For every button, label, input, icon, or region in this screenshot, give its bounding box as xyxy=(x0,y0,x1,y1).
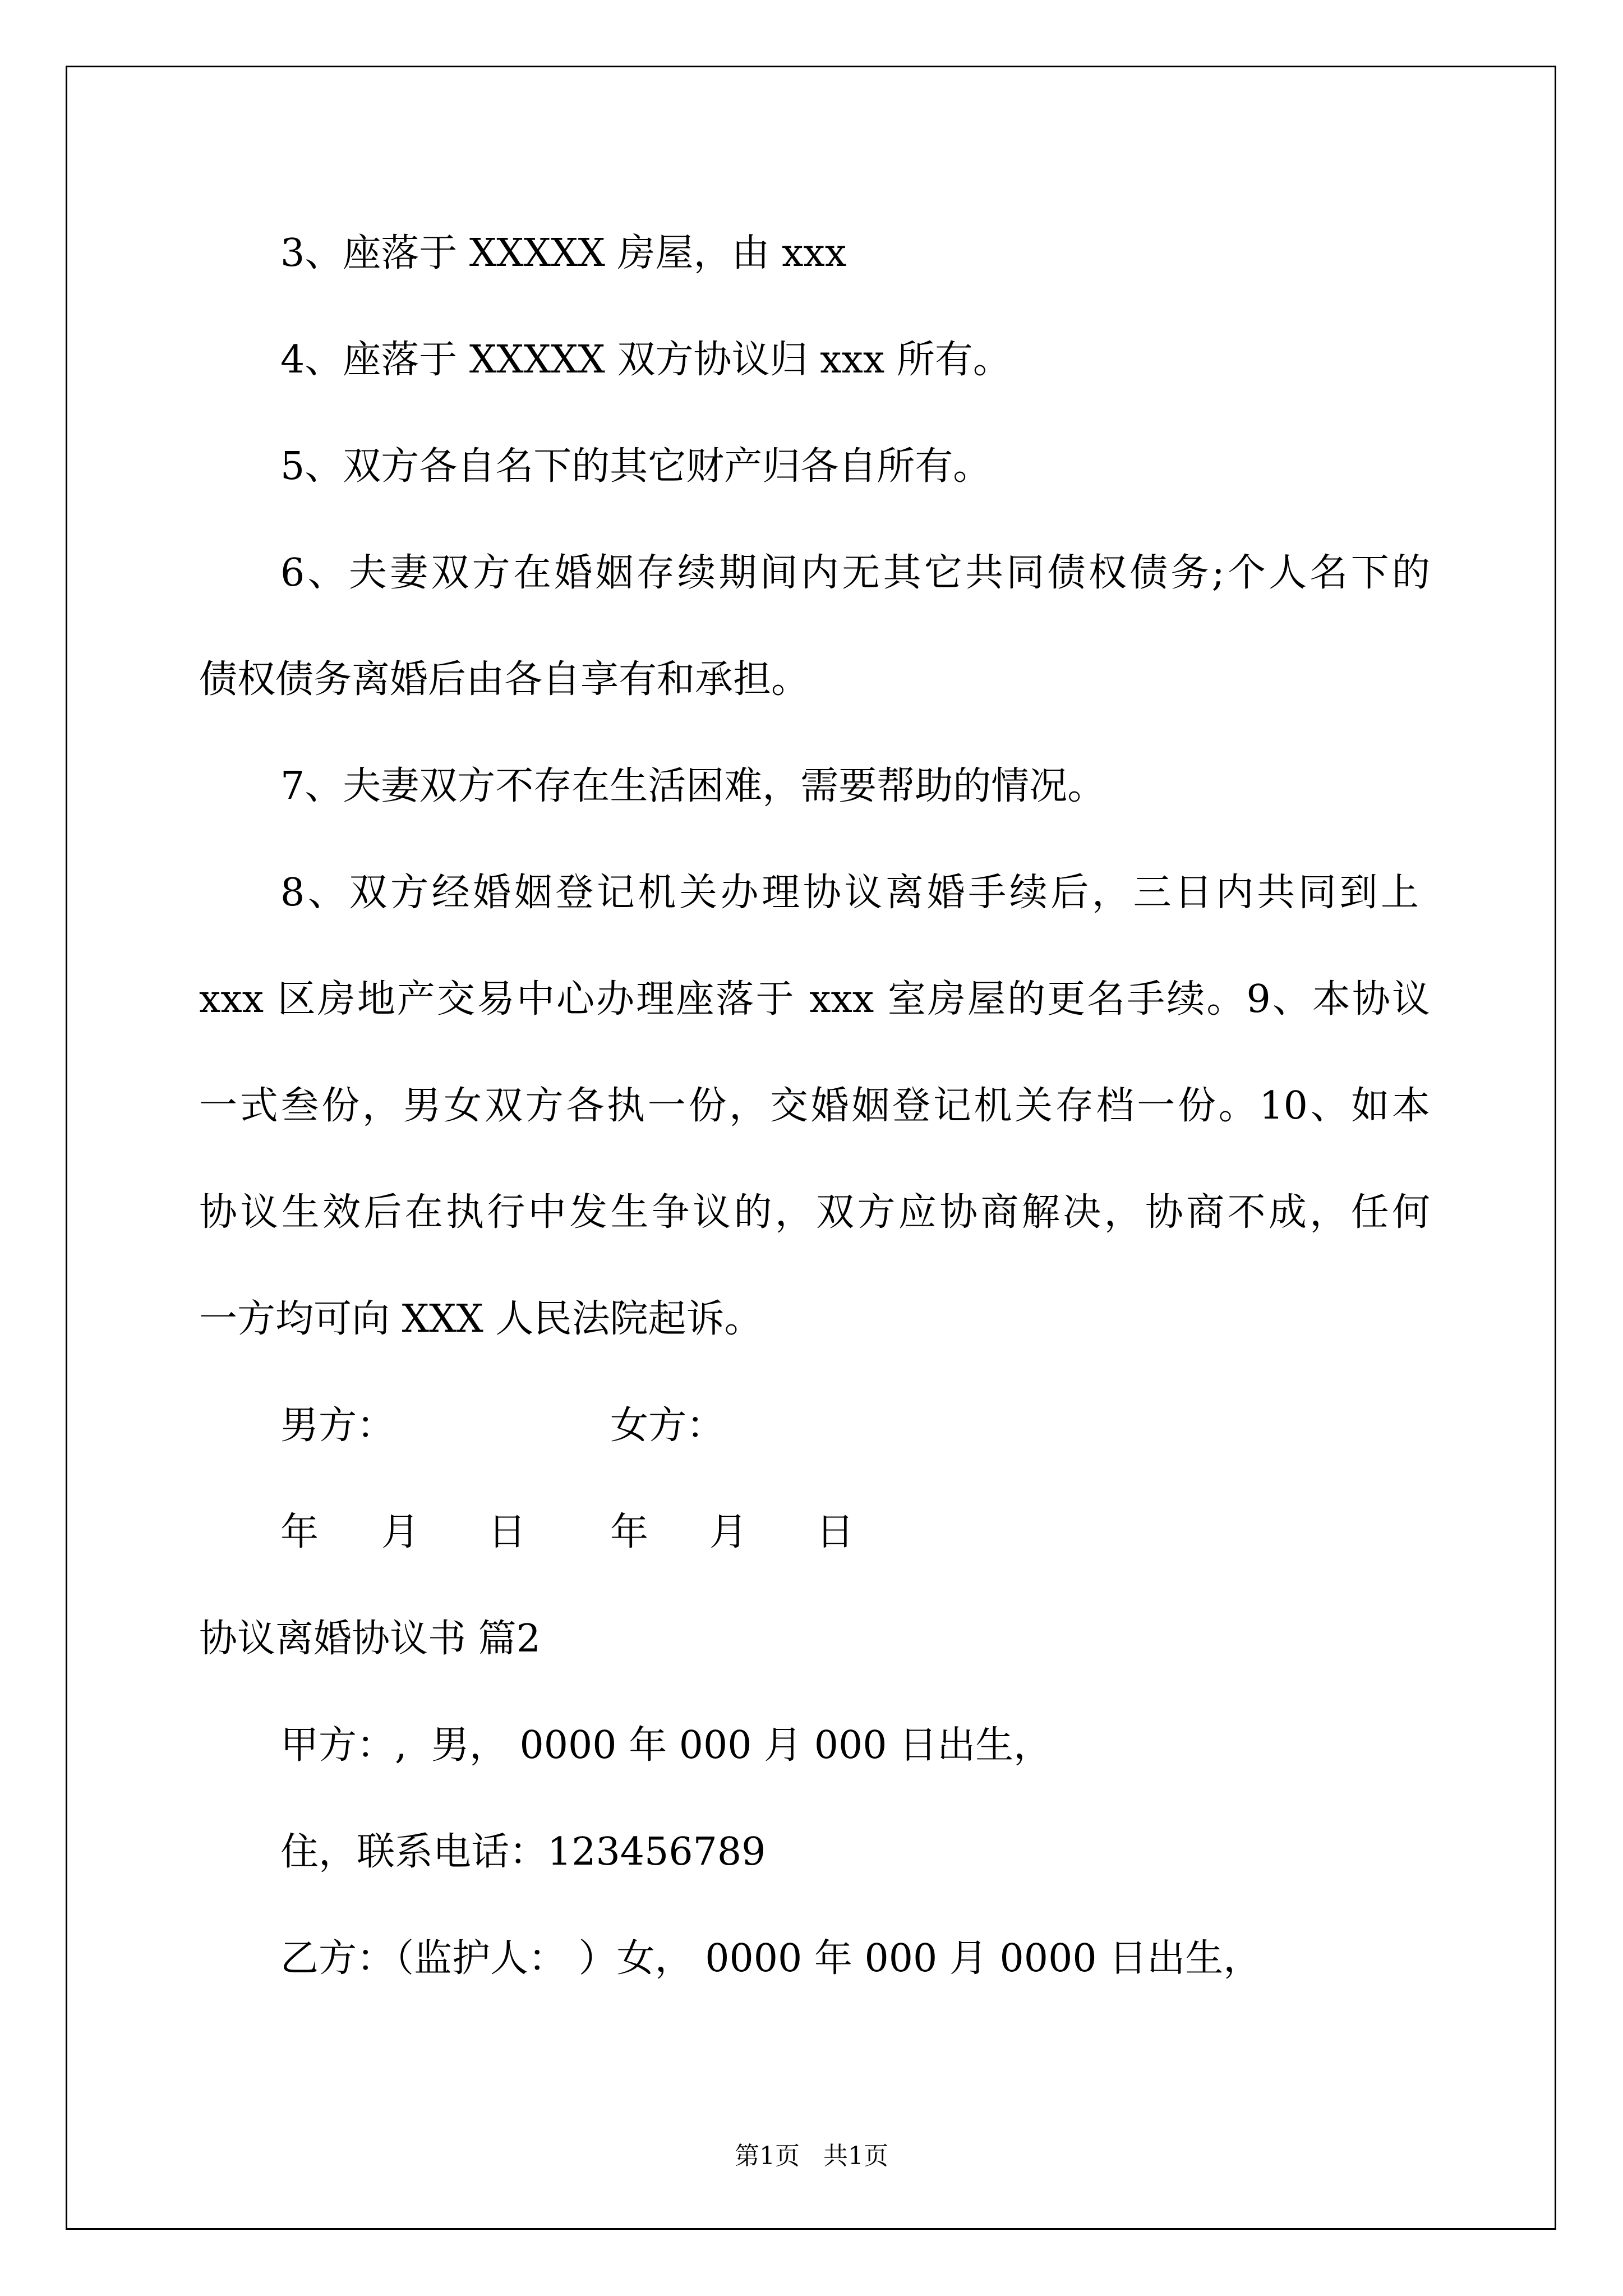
clause-8-line-2: xxx 区房地产交易中心办理座落于 xxx 室房屋的更名手续。9、本协议 xyxy=(199,977,1430,1022)
male-signature-label: 男方： xyxy=(280,1404,395,1448)
section-title: 协议离婚协议书 篇2 xyxy=(199,1617,541,1661)
date-year-1: 年 xyxy=(280,1510,319,1554)
date-day-2: 日 xyxy=(816,1510,855,1554)
date-year-2: 年 xyxy=(610,1510,649,1554)
party-b-line: 乙方：（监护人： ）女， 0000 年 000 月 0000 日出生， xyxy=(280,1936,1262,1981)
clause-6-line-2: 债权债务离婚后由各自享有和承担。 xyxy=(199,657,810,702)
date-month-1: 月 xyxy=(381,1510,420,1554)
female-signature-label: 女方： xyxy=(610,1404,725,1448)
clause-4: 4、座落于 XXXXX 双方协议归 xxx 所有。 xyxy=(280,338,1011,382)
clause-9-line: 一式叁份，男女双方各执一份，交婚姻登记机关存档一份。10、如本 xyxy=(199,1084,1430,1128)
party-a-contact: 住，联系电话：123456789 xyxy=(280,1830,766,1874)
page-footer: 第1页 共1页 xyxy=(735,2142,888,2170)
date-day-1: 日 xyxy=(488,1510,527,1554)
clause-8-line-1: 8、双方经婚姻登记机关办理协议离婚手续后，三日内共同到上 xyxy=(280,871,1419,915)
date-month-2: 月 xyxy=(709,1510,748,1554)
clause-6-line-1: 6、夫妻双方在婚姻存续期间内无其它共同债权债务;个人名下的 xyxy=(280,551,1430,595)
clause-10-line-2: 一方均可向 XXX 人民法院起诉。 xyxy=(199,1297,763,1341)
party-a-line: 甲方：, 男， 0000 年 000 月 000 日出生， xyxy=(280,1723,1052,1768)
clause-10-line-1: 协议生效后在执行中发生争议的，双方应协商解决，协商不成，任何 xyxy=(199,1190,1430,1235)
clause-3: 3、座落于 XXXXX 房屋，由 xxx xyxy=(280,231,847,275)
clause-7: 7、夫妻双方不存在生活困难，需要帮助的情况。 xyxy=(280,764,1106,808)
page-border xyxy=(66,66,1556,2230)
clause-5: 5、双方各自名下的其它财产归各自所有。 xyxy=(280,444,992,489)
